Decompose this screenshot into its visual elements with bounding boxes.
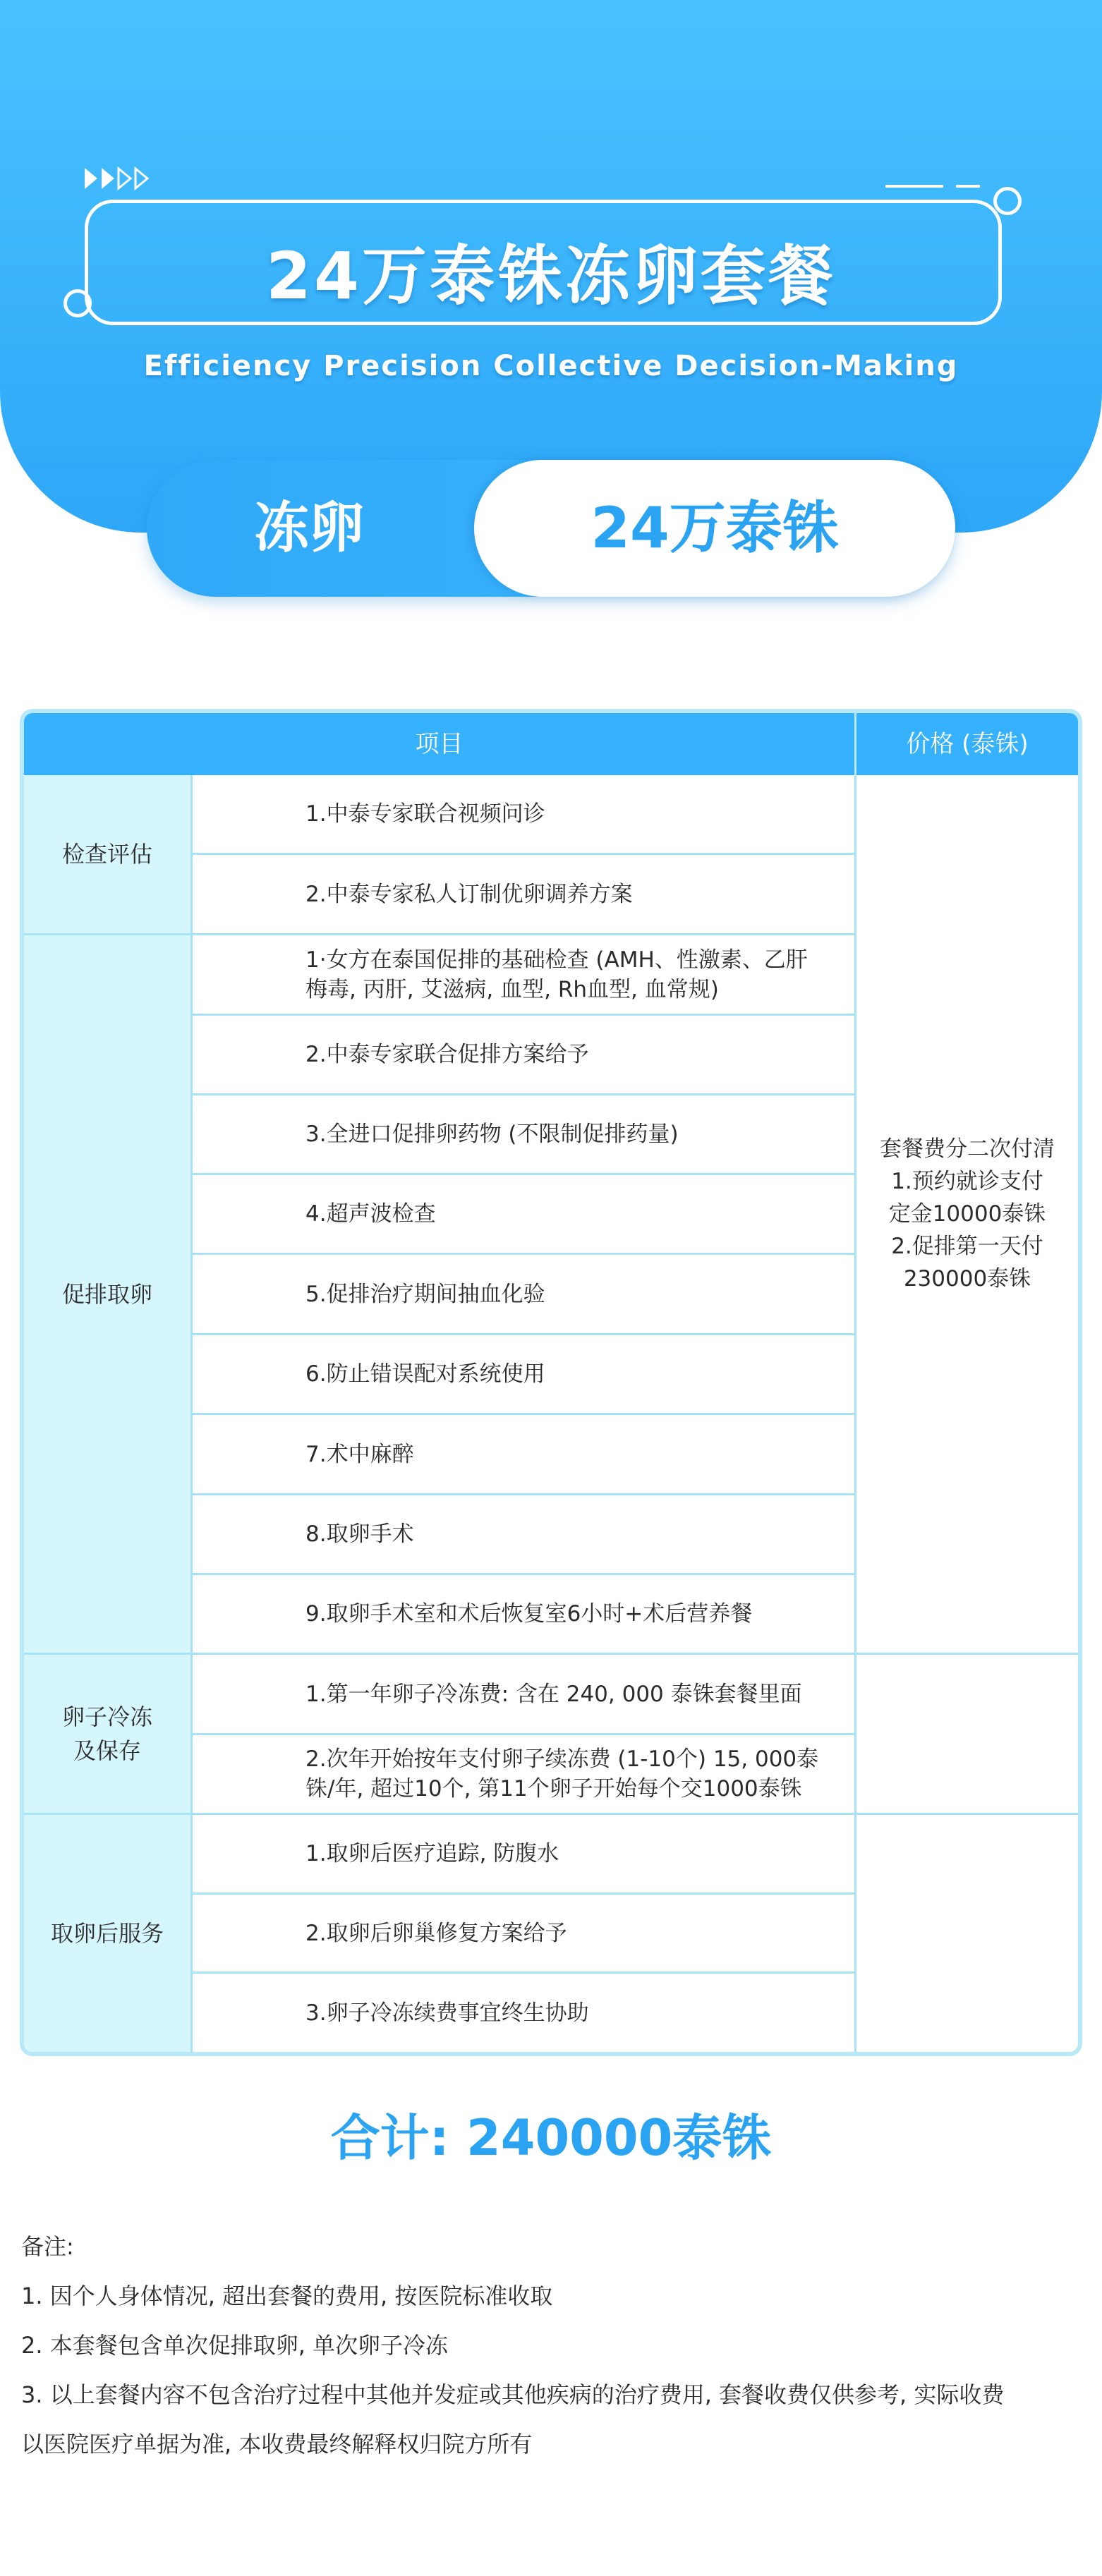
decorative-dash-lines bbox=[885, 185, 993, 198]
total-amount: 合计: 240000泰铢 bbox=[330, 2109, 772, 2167]
header-price: 价格 (泰铢) bbox=[906, 730, 1029, 758]
price-note: 套餐费分二次付清 1.预约就诊支付 定金10000泰铢 2.促排第一天付 230000泰铢 bbox=[856, 775, 1078, 1655]
decorative-arrows bbox=[83, 166, 154, 190]
price-empty-freezing bbox=[856, 1655, 1078, 1815]
table-row: 3.卵子冷冻续费事宜终生协助 bbox=[305, 2000, 589, 2026]
notes-section bbox=[21, 2222, 1086, 2469]
table-row: 3.全进口促排卵药物 (不限制促排药量) bbox=[193, 1095, 854, 1175]
pill-label-right: 24万泰铢 bbox=[474, 460, 955, 597]
table-header bbox=[24, 713, 1078, 775]
table-row: 2.次年开始按年支付卵子续冻费 (1-10个) 15, 000泰铢/年, 超过10个, 第11个卵子开始每个交1000泰铢 bbox=[193, 1735, 854, 1815]
package-pill bbox=[147, 460, 955, 597]
table-row: 2.中泰专家联合促排方案给予 bbox=[193, 1016, 854, 1095]
play-arrow-icon bbox=[83, 166, 154, 190]
table-row: 1.取卵后医疗追踪, 防腹水 bbox=[193, 1815, 854, 1895]
category-exam: 检查评估 bbox=[24, 775, 190, 935]
note-line: 2. 本套餐包含单次促排取卵, 单次卵子冷冻 bbox=[21, 2332, 449, 2359]
package-table bbox=[20, 709, 1082, 2056]
header-item: 项目 bbox=[415, 730, 464, 758]
table-row: 9.取卵手术室和术后恢复室6小时+术后营养餐 bbox=[193, 1575, 854, 1655]
page-title: 24万泰铢冻卵套餐 bbox=[265, 238, 837, 314]
table-row: 4.超声波检查 bbox=[193, 1175, 854, 1255]
table-row: 7.术中麻醉 bbox=[193, 1415, 854, 1495]
notes-heading: 备注: bbox=[21, 2233, 74, 2260]
table-row: 8.取卵手术 bbox=[193, 1495, 854, 1575]
note-line: 3. 以上套餐内容不包含治疗过程中其他并发症或其他疾病的治疗费用, 套餐收费仅供参考, 实际收费 bbox=[21, 2381, 1005, 2408]
table-row: 6.防止错误配对系统使用 bbox=[193, 1335, 854, 1415]
note-line: 1. 因个人身体情况, 超出套餐的费用, 按医院标准收取 bbox=[21, 2283, 553, 2309]
table-row: 1.第一年卵子冷冻费: 含在 240, 000 泰铢套餐里面 bbox=[193, 1655, 854, 1735]
table-row: 1.中泰专家联合视频问诊 bbox=[193, 775, 854, 855]
note-line: 以医院医疗单据为准, 本收费最终解释权归院方所有 bbox=[21, 2431, 533, 2457]
table-row: 2.取卵后卵巢修复方案给予 bbox=[193, 1895, 854, 1974]
category-stimulation: 促排取卵 bbox=[24, 935, 190, 1655]
page-subtitle: Efficiency Precision Collective Decision-Making bbox=[143, 350, 959, 382]
table-row: 1·女方在泰国促排的基础检查 (AMH、性激素、乙肝梅毒, 丙肝, 艾滋病, 血型, Rh血型, 血常规) bbox=[193, 935, 854, 1016]
frame-knob-right bbox=[993, 187, 1022, 215]
table-row: 5.促排治疗期间抽血化验 bbox=[193, 1255, 854, 1335]
category-after-service: 取卵后服务 bbox=[24, 1815, 190, 2052]
pill-label-left: 冻卵 bbox=[253, 497, 364, 560]
table-row: 2.中泰专家私人订制优卵调养方案 bbox=[193, 855, 854, 935]
category-freezing: 卵子冷冻 及保存 bbox=[24, 1655, 190, 1815]
price-empty-after bbox=[856, 1815, 1078, 2052]
